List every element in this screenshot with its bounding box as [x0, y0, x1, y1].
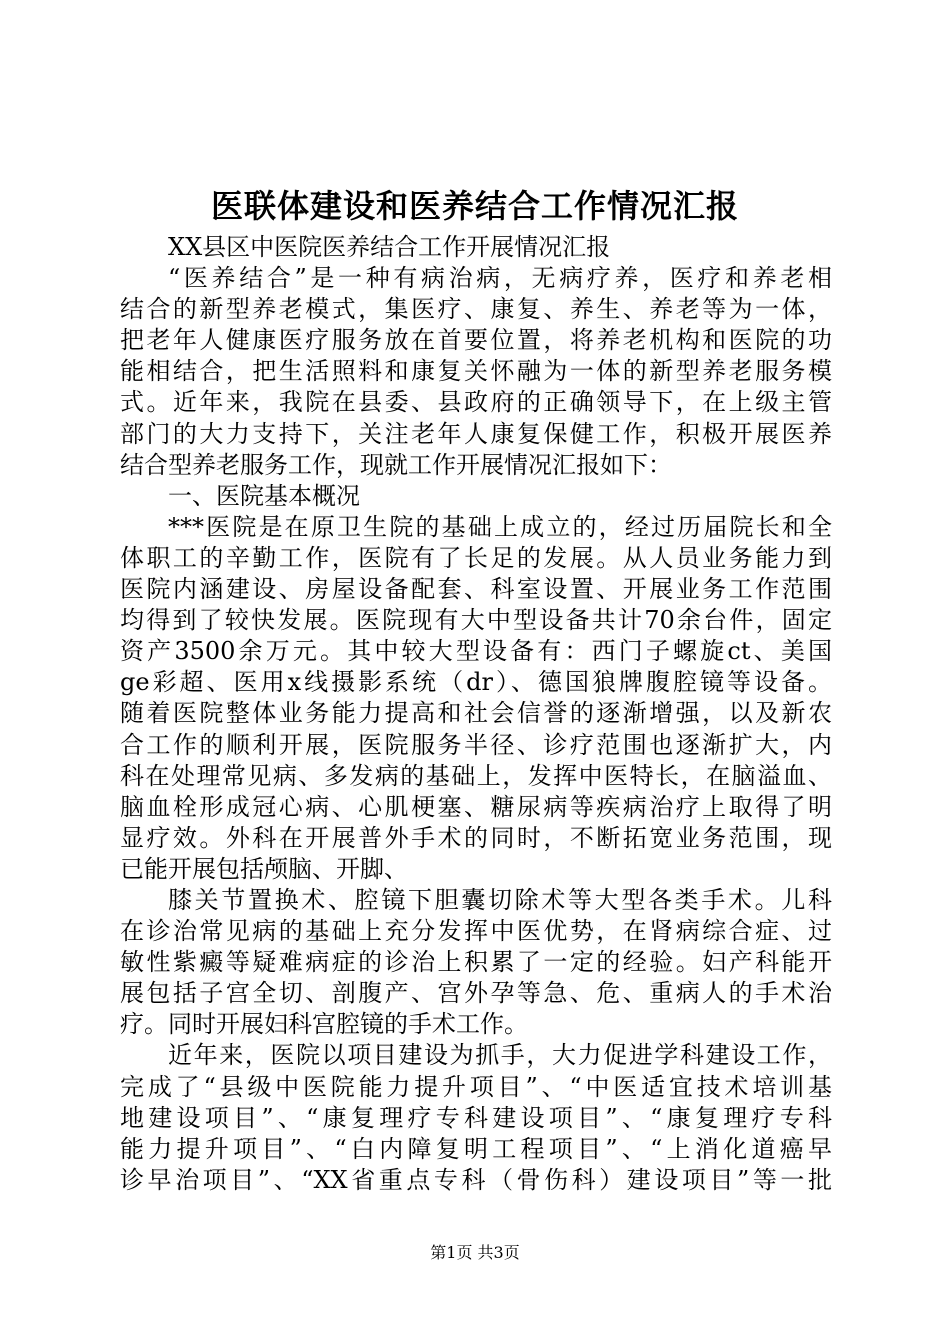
body-text-line: 式。近年来，我院在县委、县政府的正确领导下，在上级主管	[120, 388, 832, 417]
body-text-line: 膝关节置换术、腔镜下胆囊切除术等大型各类手术。儿科	[168, 885, 832, 914]
document-title: 医联体建设和医养结合工作情况汇报	[210, 187, 739, 225]
body-text-line: 在诊治常见病的基础上充分发挥中医优势，在肾病综合症、过	[120, 917, 832, 946]
body-text-line: 能力提升项目”、“白内障复明工程项目”、“上消化道癌早	[120, 1134, 832, 1163]
body-text-line: 完成了“县级中医院能力提升项目”、“中医适宜技术培训基	[120, 1072, 832, 1101]
body-text-line: XX县区中医院医养结合工作开展情况汇报	[168, 233, 611, 261]
body-text-line: 资产3500余万元。其中较大型设备有：西门子螺旋ct、美国	[120, 637, 832, 666]
body-text-line: 敏性紫癜等疑难病症的诊治上积累了一定的经验。妇产科能开	[120, 948, 832, 977]
body-text-line: 结合型养老服务工作，现就工作开展情况汇报如下：	[120, 450, 672, 479]
body-text-line: 诊早治项目”、“XX省重点专科（骨伤科）建设项目”等一批	[120, 1165, 832, 1194]
page-footer: 第1页 共3页	[430, 1243, 520, 1262]
body-text-line: ***医院是在原卫生院的基础上成立的，经过历届院长和全	[168, 512, 832, 541]
body-text-line: 科在处理常见病、多发病的基础上，发挥中医特长，在脑溢血、	[120, 761, 832, 790]
body-text-line: 合工作的顺利开展，医院服务半径、诊疗范围也逐渐扩大，内	[120, 730, 832, 759]
body-text-line: 疗。同时开展妇科宫腔镜的手术工作。	[120, 1010, 528, 1039]
body-text-line: 均得到了较快发展。医院现有大中型设备共计70余台件，固定	[120, 606, 832, 635]
body-text-line: 部门的大力支持下，关注老年人康复保健工作，积极开展医养	[120, 419, 832, 448]
body-text-line: 随着医院整体业务能力提高和社会信誉的逐渐增强，以及新农	[120, 699, 832, 728]
body-text-line: 能相结合，把生活照料和康复关怀融为一体的新型养老服务模	[120, 357, 832, 386]
document-body	[120, 232, 832, 1196]
body-text-line: 显疗效。外科在开展普外手术的同时，不断拓宽业务范围，现	[120, 823, 832, 852]
body-text-line: 地建设项目”、“康复理疗专科建设项目”、“康复理疗专科	[120, 1103, 832, 1132]
body-text-line: “医养结合”是一种有病治病，无病疗养，医疗和养老相	[168, 264, 832, 293]
body-text-line: 把老年人健康医疗服务放在首要位置，将养老机构和医院的功	[120, 326, 832, 355]
body-text-line: 医院内涵建设、房屋设备配套、科室设置、开展业务工作范围	[120, 575, 832, 604]
body-text-line: 已能开展包括颅脑、开脚、	[120, 854, 408, 883]
body-text-line: 脑血栓形成冠心病、心肌梗塞、糖尿病等疾病治疗上取得了明	[120, 792, 832, 821]
body-text-line: 一、医院基本概况	[168, 481, 360, 510]
body-text-line: 结合的新型养老模式，集医疗、康复、养生、养老等为一体，	[120, 295, 832, 324]
body-text-line: ge彩超、医用x线摄影系统（dr）、德国狼牌腹腔镜等设备。	[120, 668, 832, 697]
body-text-line: 展包括子宫全切、剖腹产、宫外孕等急、危、重病人的手术治	[120, 979, 832, 1008]
body-text-line: 体职工的辛勤工作，医院有了长足的发展。从人员业务能力到	[120, 543, 832, 572]
body-text-line: 近年来，医院以项目建设为抓手，大力促进学科建设工作，	[168, 1041, 832, 1070]
